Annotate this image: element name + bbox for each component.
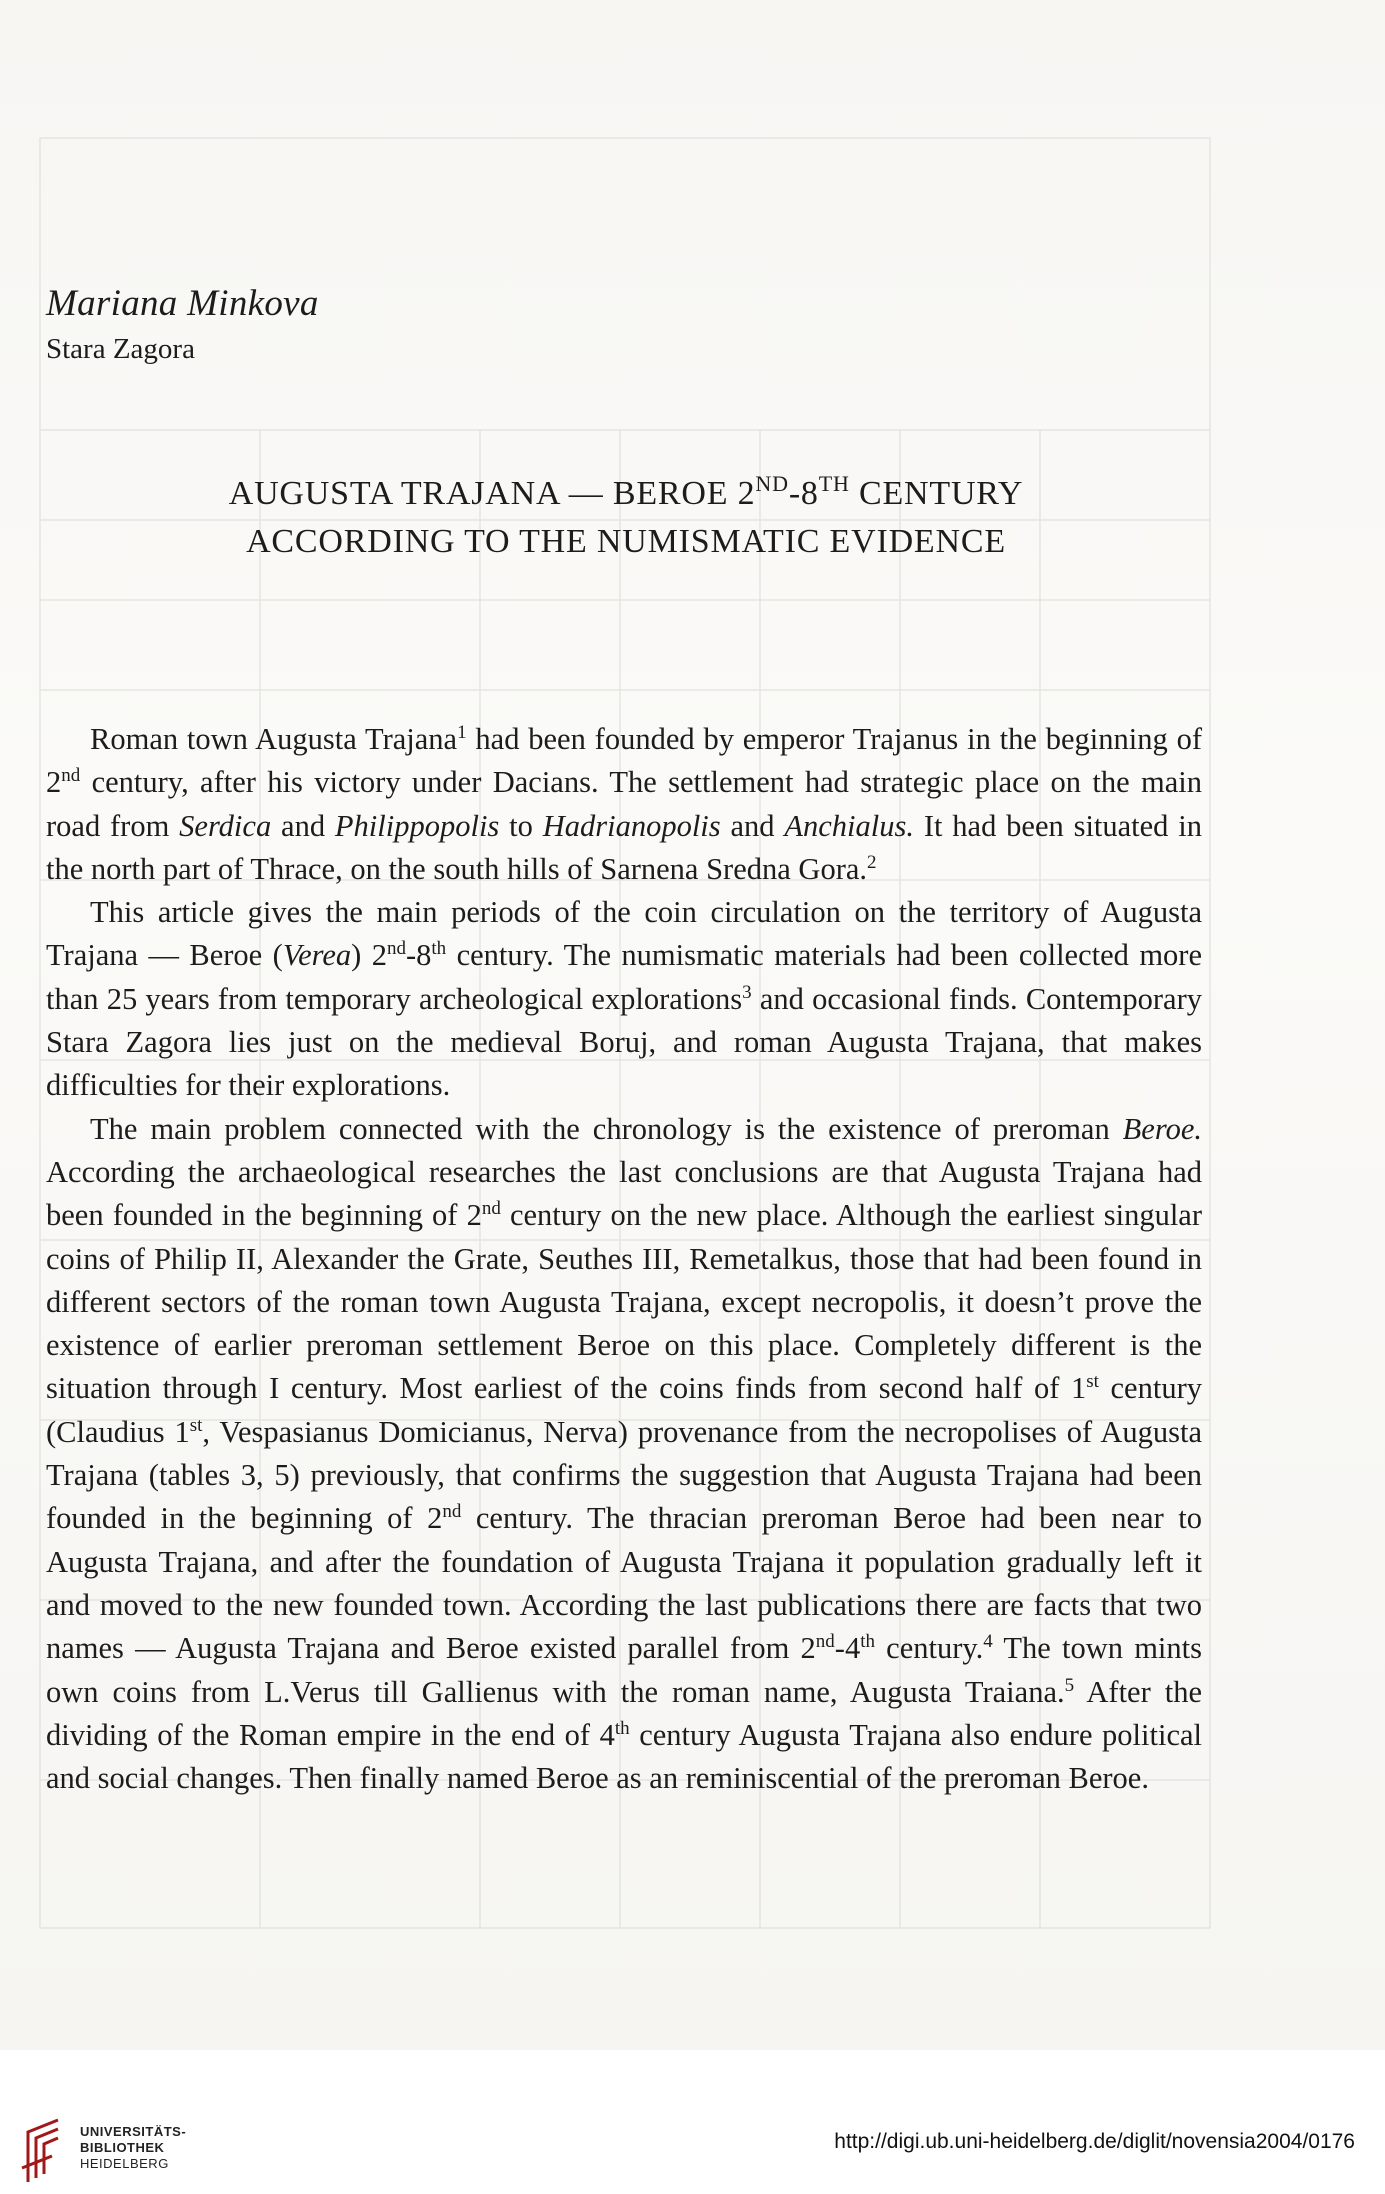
- title-line-1: AUGUSTA TRAJANA — BEROE 2ND-8TH CENTURY: [228, 471, 1024, 512]
- paragraph-1: Roman town Augusta Trajana$^1$ had been founded by emperor Trajanus in the beginning of 2nd century, after his victory under Dacians. The settlement had strategic place on the main road from Serdica and Philippopolis to Hadrianopolis and Anchialus. It had been situated in the north part of Thrace, on the south hills of Sarnena Sredna Gora.$^2$: [46, 722, 1202, 886]
- article-title: [46, 470, 1206, 566]
- footnote-ref: 5: [1064, 1674, 1075, 1696]
- footnote-ref: 3: [742, 981, 752, 1003]
- author-name: Mariana Minkova: [46, 283, 319, 324]
- paragraph-2: This article gives the main periods of the coin circulation on the territory of Augusta Trajana — Beroe (Verea) 2nd-8th century. The numismatic materials had been collected more than 25 years from temporary archeological explorations$^3$ and occasional finds. Contemporary Stara Zagora lies just on the medieval Boruj, and roman Augusta Trajana, that makes difficulties for their explorations.: [46, 895, 1202, 1103]
- footnote-ref: 1: [457, 722, 467, 743]
- footnote-ref: 2: [867, 851, 877, 873]
- paragraph-3: The main problem connected with the chronology is the existence of preroman Beroe. According the archaeological researches the last conclusions are that Augusta Trajana had been founded in the beginning of 2nd century on the new place. Although the earliest singular coins of Philip II, Alexander the Grate, Seuthes III, Remetalkus, those that had been found in different sectors of the roman town Augusta Trajana, except necropolis, it doesn’t prove the existence of earlier preroman settlement Beroe on this place. Completely different is the situation through I century. Most earliest of the coins finds from second half of 1st century (Claudius 1st, Vespasianus Domicianus, Nerva) provenance from the necropolises of Augusta Trajana (tables 3, 5) previously, that confirms the suggestion that Augusta Trajana had been founded in the beginning of 2nd century. The thracian preroman Beroe had been near to Augusta Trajana, and after the foundation of Augusta Trajana it population gradually left it and moved to the new founded town. According the last publications there are facts that two names — Augusta Trajana and Beroe existed parallel from 2nd-4th century.$^4$ The town mints own coins from L.Verus till Gallienus with the roman name, Augusta Traiana.$^5$ After the dividing of the Roman empire in the end of 4th century Augusta Trajana also endure political and social changes. Then finally named Beroe as an reminiscential of the preroman Beroe.: [46, 1111, 1203, 1796]
- article-body: [46, 718, 1202, 1800]
- author-affiliation: Stara Zagora: [46, 333, 195, 365]
- library-logo-icon: [18, 2118, 68, 2184]
- footnote-ref: 4: [983, 1631, 993, 1653]
- title-line-2: ACCORDING TO THE NUMISMATIC EVIDENCE: [246, 523, 1006, 560]
- library-name: UNIVERSITÄTS- BIBLIOTHEK HEIDELBERG: [80, 2124, 187, 2171]
- digitization-footer: [0, 2050, 1385, 2194]
- source-url-link[interactable]: http://digi.ub.uni-heidelberg.de/diglit/novensia2004/0176: [834, 2130, 1355, 2153]
